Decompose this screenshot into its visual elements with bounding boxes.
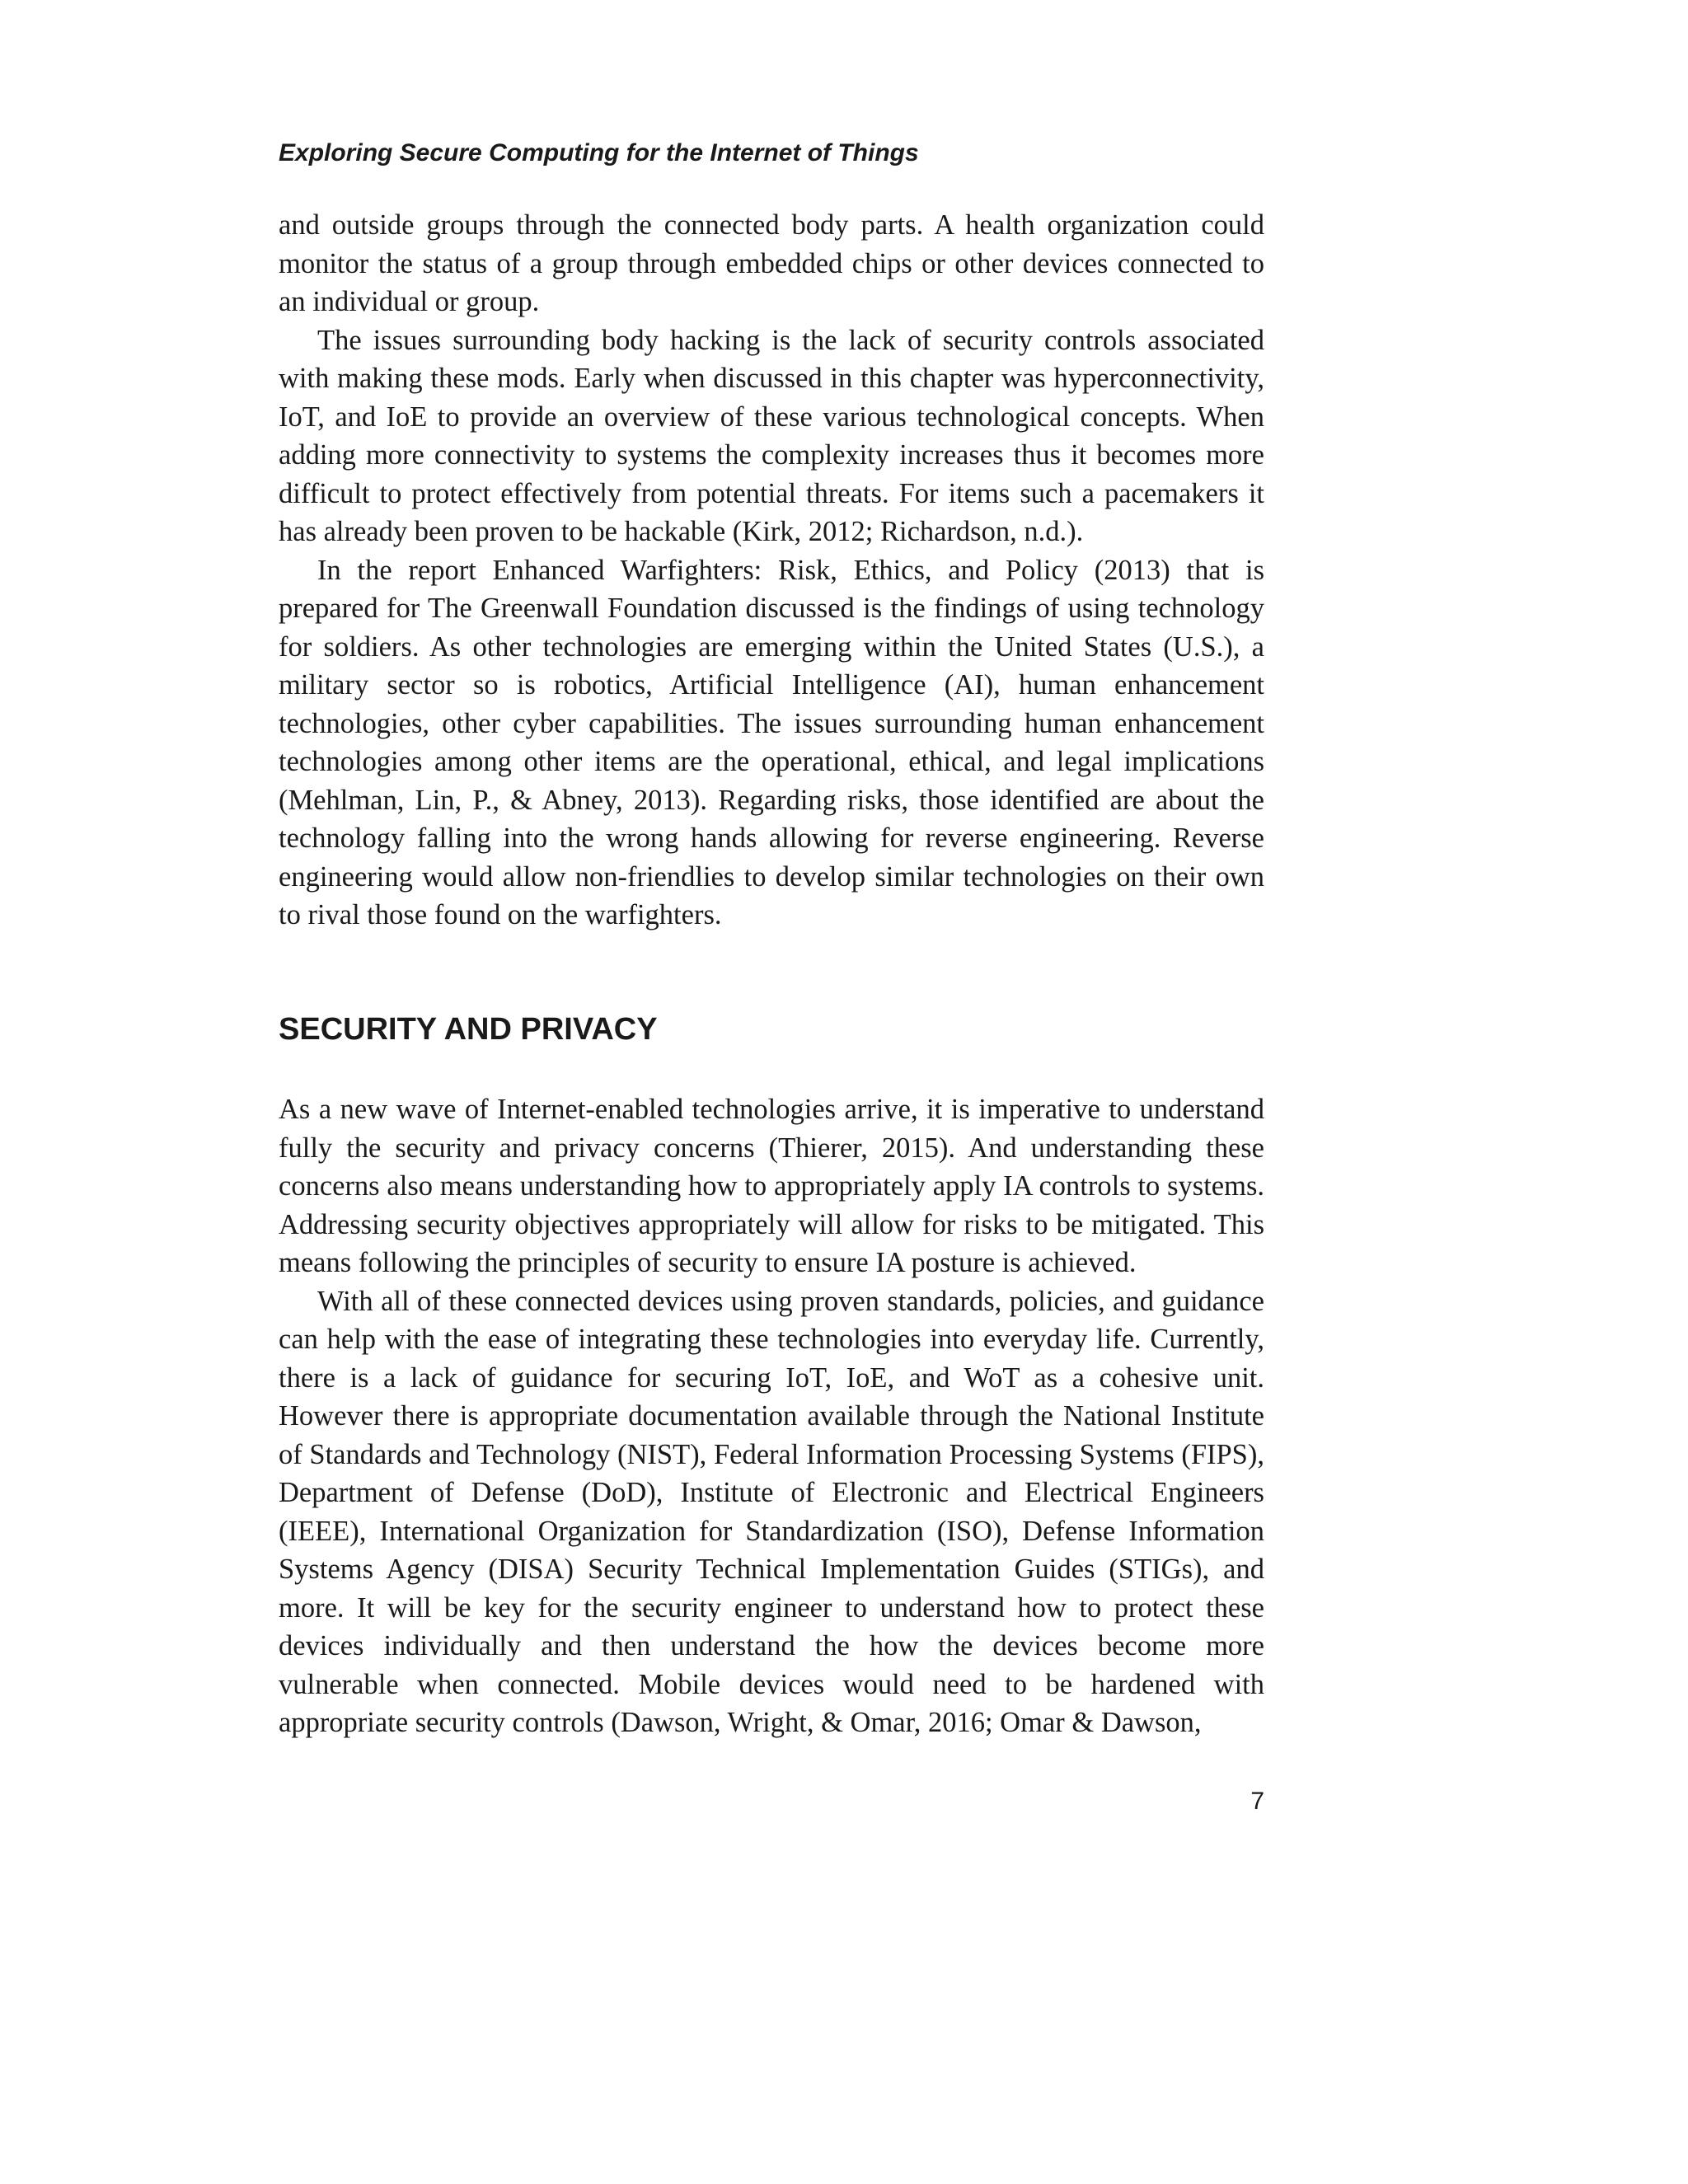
paragraph: In the report Enhanced Warfighters: Risk, Ethics, and Policy (2013) that is prepared for The Greenwall Foundation discussed is the findings of using technology for soldiers. As other technologies are emerging within the United States (U.S.), a military sector so is robotics, Artificial Intelligence (AI), human enhancement technologies, other cyber capabilities. The issues surrounding human enhancement technologies among other items are the operational, ethical, and legal implications (Mehlman, Lin, P., & Abney, 2013). Regarding risks, those identified are about the technology falling into the wrong hands allowing for reverse engineering. Reverse engineering would allow non-friendlies to develop similar technologies on their own to rival those found on the warfighters. [279, 554, 1264, 930]
page-number: 7 [1250, 1788, 1264, 1815]
section-heading: SECURITY AND PRIVACY [279, 1012, 658, 1047]
body-text-section-2 [279, 1090, 1264, 1742]
paragraph: The issues surrounding body hacking is the lack of security controls associated with making these mods. Early when discussed in this chapter was hyperconnectivity, IoT, and IoE to provide an overview of these various technological concepts. When adding more connectivity to systems the complexity increases thus it becomes more difficult to protect effectively from potential threats. For items such a pacemakers it has already been proven to be hackable (Kirk, 2012; Richardson, n.d.). [279, 324, 1264, 547]
running-head: Exploring Secure Computing for the Internet of Things [279, 139, 919, 166]
body-text-section-1 [279, 206, 1264, 935]
paragraph: and outside groups through the connected body parts. A health organization could monitor the status of a group through embedded chips or other devices connected to an individual or group. [279, 209, 1264, 317]
paragraph: With all of these connected devices using proven standards, policies, and guidance can help with the ease of integrating these technologies into everyday life. Currently, there is a lack of guidance for securing IoT, IoE, and WoT as a cohesive unit. However there is appropriate documentation available through the National Institute of Standards and Technology (NIST), Federal Information Processing Systems (FIPS), Department of Defense (DoD), Institute of Electronic and Electrical Engineers (IEEE), International Organization for Standardization (ISO), Defense Information Systems Agency (DISA) Security Technical Implementation Guides (STIGs), and more. It will be key for the security engineer to understand how to protect these devices individually and then understand the how the devices become more vulnerable when connected. Mobile devices would need to be hardened with appropriate security controls (Dawson, Wright, & Omar, 2016; Omar & Dawson, [279, 1285, 1264, 1738]
paragraph: As a new wave of Internet-enabled technologies arrive, it is imperative to understand fully the security and privacy concerns (Thierer, 2015). And understanding these concerns also means understanding how to appropriately apply IA controls to systems. Addressing security objectives appropriately will allow for risks to be mitigated. This means following the principles of security to ensure IA posture is achieved. [279, 1094, 1264, 1278]
